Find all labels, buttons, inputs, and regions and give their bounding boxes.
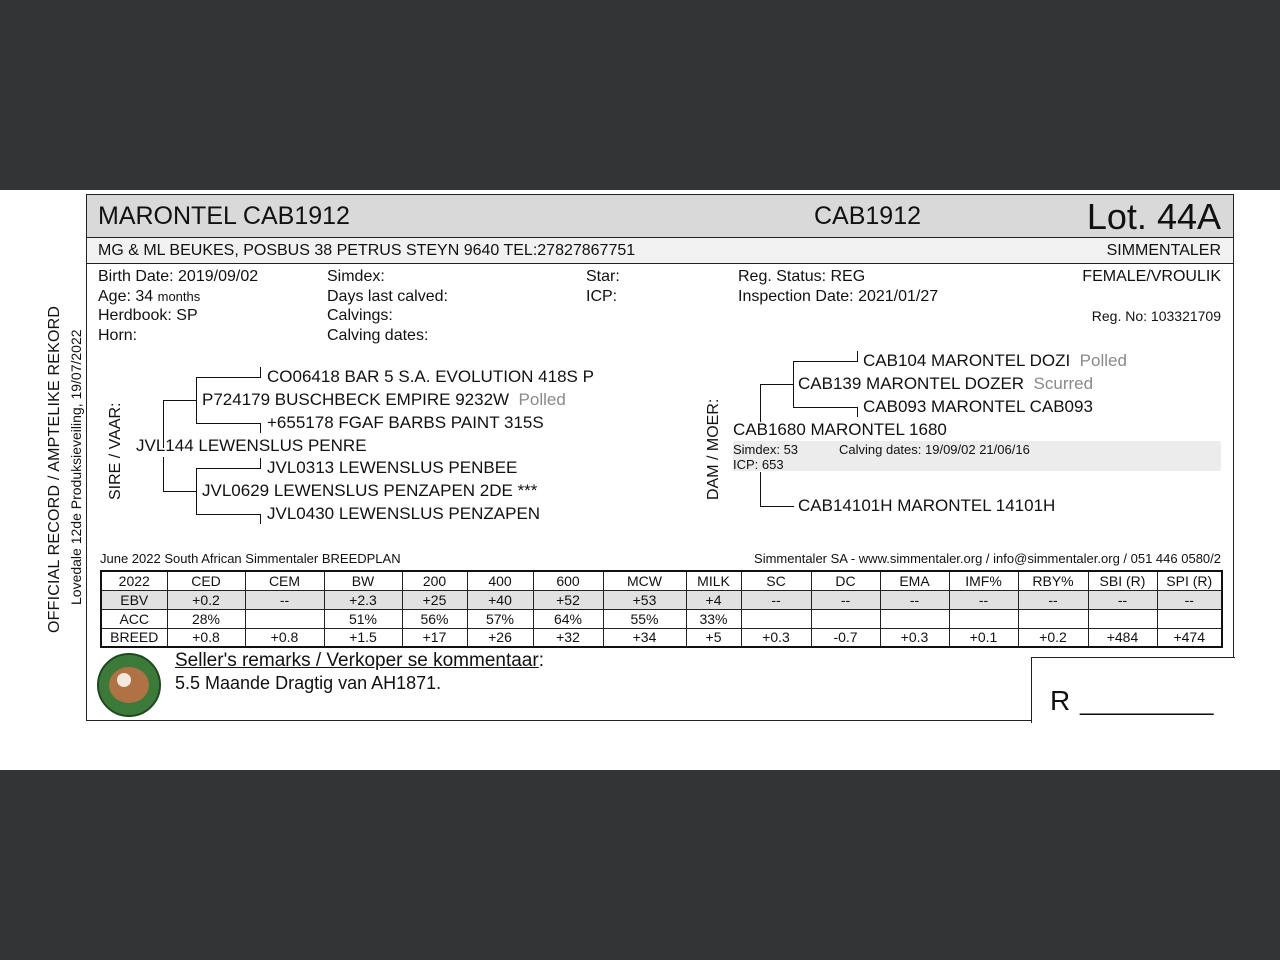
breedplan-caption: June 2022 South African Simmentaler BREEDPLAN bbox=[100, 551, 401, 566]
herdbook: Herdbook: SP bbox=[98, 307, 198, 324]
table-cell: +1.5 bbox=[324, 628, 402, 647]
table-cell: -- bbox=[949, 590, 1018, 609]
dam-sire-sire bbox=[863, 351, 1127, 371]
sire-dam: JVL0629 LEWENSLUS PENZAPEN 2DE *** bbox=[202, 481, 538, 500]
table-cell: BREED bbox=[101, 628, 167, 647]
table-cell: -- bbox=[1088, 590, 1157, 609]
horn: Horn: bbox=[98, 327, 138, 344]
table-cell: -- bbox=[811, 590, 880, 609]
table-cell: +484 bbox=[1088, 628, 1157, 647]
table-cell: -- bbox=[1018, 590, 1088, 609]
sire-line bbox=[260, 458, 261, 468]
sire-line bbox=[196, 377, 261, 378]
table-header-cell: RBY% bbox=[1018, 571, 1088, 590]
table-cell: +0.1 bbox=[949, 628, 1018, 647]
dam-sire-name: CAB139 MARONTEL DOZER bbox=[798, 374, 1025, 393]
sire-line bbox=[163, 491, 197, 492]
age-unit: months bbox=[157, 289, 201, 304]
table-cell: +0.8 bbox=[245, 628, 324, 647]
table-header-cell: MILK bbox=[686, 571, 741, 590]
table-cell: +32 bbox=[533, 628, 603, 647]
table-header-cell: CED bbox=[167, 571, 245, 590]
table-cell bbox=[1088, 609, 1157, 628]
animal-id: CAB1912 bbox=[814, 202, 922, 230]
table-cell: +52 bbox=[533, 590, 603, 609]
reg-number: Reg. No: 103321709 bbox=[1091, 308, 1221, 324]
dam-info-box bbox=[733, 441, 1221, 471]
sire-sire-trait: Polled bbox=[518, 390, 566, 409]
table-cell: +0.3 bbox=[880, 628, 949, 647]
lot-card bbox=[86, 194, 1234, 721]
calvings: Calvings: bbox=[327, 307, 393, 324]
table-cell: -- bbox=[741, 590, 811, 609]
owner-info: MG & ML BEUKES, POSBUS 38 PETRUS STEYN 9640 TEL:27827867751 bbox=[98, 242, 636, 259]
table-header-cell: 200 bbox=[402, 571, 467, 590]
dam-name: CAB1680 MARONTEL 1680 bbox=[733, 420, 947, 439]
dam-line bbox=[793, 361, 858, 362]
sire-line bbox=[260, 514, 261, 524]
table-cell: 55% bbox=[603, 609, 686, 628]
auction-caption: Lovedale 12de Produksieveiling, 19/07/2022 bbox=[68, 329, 84, 605]
table-header-cell: SBI (R) bbox=[1088, 571, 1157, 590]
table-cell: -0.7 bbox=[811, 628, 880, 647]
dam-icp: ICP: 653 bbox=[733, 457, 784, 472]
price-currency: R bbox=[1050, 685, 1071, 716]
table-cell bbox=[741, 609, 811, 628]
sire-line bbox=[260, 423, 261, 433]
age-value: Age: 34 bbox=[98, 288, 154, 305]
table-header-cell: CEM bbox=[245, 571, 324, 590]
sire-line bbox=[196, 423, 261, 424]
table-header-cell: 400 bbox=[467, 571, 533, 590]
dam-calving-dates: Calving dates: 19/09/02 21/06/16 bbox=[839, 442, 1030, 457]
table-cell bbox=[949, 609, 1018, 628]
sire-dam-sire: JVL0313 LEWENSLUS PENBEE bbox=[267, 458, 518, 477]
table-header-cell: SC bbox=[741, 571, 811, 590]
table-cell: +474 bbox=[1157, 628, 1222, 647]
table-row bbox=[101, 609, 1222, 628]
table-cell: ACC bbox=[101, 609, 167, 628]
table-cell: +2.3 bbox=[324, 590, 402, 609]
remarks-heading bbox=[175, 650, 544, 672]
dam-dam: CAB14101H MARONTEL 14101H bbox=[798, 496, 1056, 515]
age bbox=[98, 288, 200, 306]
table-cell: +0.2 bbox=[1018, 628, 1088, 647]
table-cell: 51% bbox=[324, 609, 402, 628]
table-cell bbox=[1157, 609, 1222, 628]
sire-line bbox=[196, 468, 261, 469]
dam-line bbox=[760, 384, 794, 385]
table-cell: EBV bbox=[101, 590, 167, 609]
sire-sire-name: P724179 BUSCHBECK EMPIRE 9232W bbox=[202, 390, 510, 409]
sire-line bbox=[196, 514, 261, 515]
dam-label: DAM / MOER: bbox=[705, 398, 722, 500]
sire-dam-dam: JVL0430 LEWENSLUS PENZAPEN bbox=[267, 504, 541, 523]
table-cell: +5 bbox=[686, 628, 741, 647]
table-header-cell: 600 bbox=[533, 571, 603, 590]
table-cell: -- bbox=[245, 590, 324, 609]
sire-name: JVL144 LEWENSLUS PENRE bbox=[136, 436, 367, 455]
dam-sire-sire-name: CAB104 MARONTEL DOZI bbox=[863, 351, 1071, 370]
table-cell bbox=[811, 609, 880, 628]
table-cell: +0.2 bbox=[167, 590, 245, 609]
table-cell: 28% bbox=[167, 609, 245, 628]
table-header-cell: 2022 bbox=[101, 571, 167, 590]
birth-date: Birth Date: 2019/09/02 bbox=[98, 268, 259, 285]
table-row bbox=[101, 590, 1222, 609]
table-cell: +25 bbox=[402, 590, 467, 609]
table-cell: +0.8 bbox=[167, 628, 245, 647]
table-cell: +26 bbox=[467, 628, 533, 647]
table-cell: +53 bbox=[603, 590, 686, 609]
table-cell: +4 bbox=[686, 590, 741, 609]
icp: ICP: bbox=[586, 288, 618, 305]
table-cell: -- bbox=[880, 590, 949, 609]
dam-sire bbox=[798, 374, 1093, 394]
calving-dates: Calving dates: bbox=[327, 327, 429, 344]
table-cell: +0.3 bbox=[741, 628, 811, 647]
sire-line bbox=[260, 367, 261, 377]
table-cell: +17 bbox=[402, 628, 467, 647]
simdex: Simdex: bbox=[327, 268, 385, 285]
table-header-row bbox=[101, 571, 1222, 590]
sire-line bbox=[196, 377, 197, 423]
dam-sire-sire-trait: Polled bbox=[1079, 351, 1127, 370]
table-row bbox=[101, 628, 1222, 647]
dam-line bbox=[760, 384, 761, 422]
table-cell bbox=[880, 609, 949, 628]
animal-name: MARONTEL CAB1912 bbox=[98, 202, 350, 230]
dam-line bbox=[793, 407, 858, 408]
table-header-cell: MCW bbox=[603, 571, 686, 590]
owner-bar bbox=[87, 238, 1233, 264]
table-cell: 33% bbox=[686, 609, 741, 628]
table-header-cell: IMF% bbox=[949, 571, 1018, 590]
sex: FEMALE/VROULIK bbox=[1082, 268, 1221, 285]
sire-sire bbox=[202, 390, 566, 410]
dam-line bbox=[760, 472, 761, 506]
price-box bbox=[1031, 657, 1235, 723]
official-record-label: OFFICIAL RECORD / AMPTELIKE REKORD bbox=[46, 305, 63, 633]
table-cell: 57% bbox=[467, 609, 533, 628]
reg-status: Reg. Status: REG bbox=[738, 268, 866, 285]
sire-line bbox=[196, 468, 197, 514]
dam-sire-dam: CAB093 MARONTEL CAB093 bbox=[863, 397, 1093, 416]
remarks-text: 5.5 Maande Dragtig van AH1871. bbox=[175, 673, 442, 693]
table-cell: +40 bbox=[467, 590, 533, 609]
table-header-cell: EMA bbox=[880, 571, 949, 590]
dam-line bbox=[857, 351, 858, 361]
lot-number: Lot. 44A bbox=[1086, 196, 1221, 237]
table-cell: -- bbox=[1157, 590, 1222, 609]
simmentaler-logo-icon bbox=[97, 653, 161, 717]
dam-line bbox=[857, 407, 858, 417]
table-cell bbox=[245, 609, 324, 628]
dam-simdex: Simdex: 53 bbox=[733, 442, 799, 457]
table-header-cell: SPI (R) bbox=[1157, 571, 1222, 590]
table-header-cell: BW bbox=[324, 571, 402, 590]
remarks-colon: : bbox=[538, 650, 544, 671]
table-cell: +34 bbox=[603, 628, 686, 647]
sire-line bbox=[163, 457, 164, 492]
star: Star: bbox=[586, 268, 620, 285]
breedplan-table bbox=[100, 570, 1223, 648]
sire-sire-dam: +655178 FGAF BARBS PAINT 315S bbox=[267, 413, 544, 432]
sire-sire-sire: CO06418 BAR 5 S.A. EVOLUTION 418S P bbox=[267, 367, 594, 386]
sire-line bbox=[163, 400, 197, 401]
table-header-cell: DC bbox=[811, 571, 880, 590]
breed-name: SIMMENTALER bbox=[1106, 242, 1221, 259]
remarks-heading-text: Seller's remarks / Verkoper se kommentaar bbox=[175, 650, 539, 671]
dam-sire-trait: Scurred bbox=[1033, 374, 1094, 393]
table-cell: 64% bbox=[533, 609, 603, 628]
dam-line bbox=[760, 506, 794, 507]
days-last-calved: Days last calved: bbox=[327, 288, 448, 305]
inspection-date: Inspection Date: 2021/01/27 bbox=[738, 288, 939, 305]
breedplan-contact: Simmentaler SA - www.simmentaler.org / info@simmentaler.org / 051 446 0580/2 bbox=[754, 551, 1221, 566]
table-cell: 56% bbox=[402, 609, 467, 628]
table-cell bbox=[1018, 609, 1088, 628]
sire-label: SIRE / VAAR: bbox=[107, 402, 124, 500]
price-blank[interactable]: __________ bbox=[1080, 689, 1214, 716]
title-bar bbox=[87, 195, 1233, 238]
dam-line bbox=[793, 361, 794, 407]
